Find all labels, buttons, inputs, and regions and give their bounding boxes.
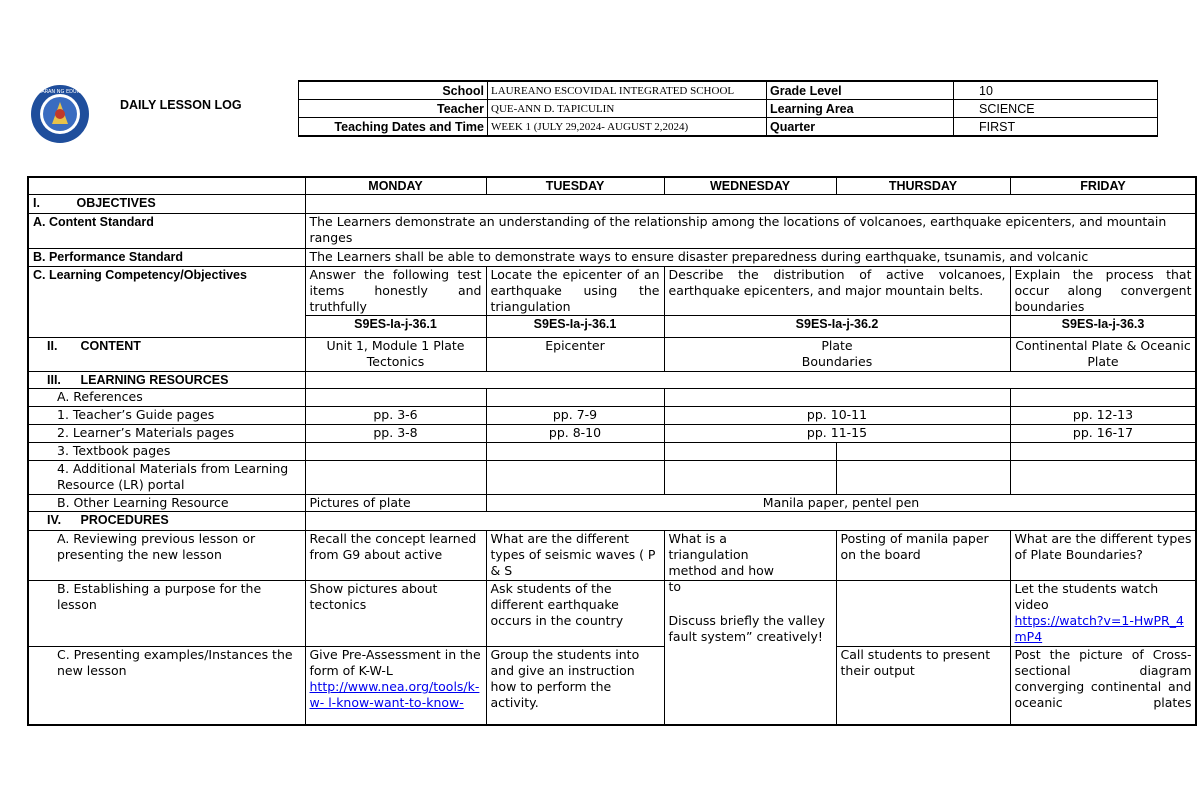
lesson-log-table bbox=[27, 176, 1197, 726]
competency-tuesday: Locate the epicenter of an earthquake using the triangulation bbox=[486, 267, 664, 316]
procedure-bc-wednesday: Discuss briefly the valley fault system” creatively! bbox=[668, 613, 825, 644]
procedure-a-tuesday: What are the different types of seismic waves ( P & S bbox=[490, 531, 656, 578]
code-monday: S9ES-Ia-j-36.1 bbox=[305, 316, 486, 338]
procedure-b-row bbox=[28, 581, 1196, 647]
procedure-c-row bbox=[28, 647, 1196, 725]
content-standard-text: The Learners demonstrate an understanding of the relationship among the locations of volcanoes, earthquake epicenters, and mountain ranges bbox=[305, 214, 1196, 249]
additional-materials-label: 4. Additional Materials from Learning Resource (LR) portal bbox=[28, 461, 305, 495]
teacher-value: QUE-ANN D. TAPICULIN bbox=[488, 100, 767, 118]
day-tuesday: TUESDAY bbox=[486, 177, 664, 195]
procedure-b-tuesday: Ask students of the different earthquake occurs in the country bbox=[486, 581, 664, 647]
procedure-b-friday: Let the students watch video bbox=[1014, 581, 1159, 612]
content-monday: Unit 1, Module 1 Plate Tectonics bbox=[305, 338, 486, 372]
header-row-teacher bbox=[299, 100, 1158, 118]
procedure-a-friday: What are the different types of Plate Boundaries? bbox=[1014, 531, 1192, 562]
textbook-row bbox=[28, 443, 1196, 461]
learners-materials-row bbox=[28, 425, 1196, 443]
kwl-link[interactable]: http://www.nea.org/tools/k-w- l-know-want-to-know- bbox=[309, 679, 480, 710]
content-standard-row bbox=[28, 214, 1196, 249]
day-friday: FRIDAY bbox=[1010, 177, 1196, 195]
lm-friday: pp. 16-17 bbox=[1010, 425, 1196, 443]
school-label: School bbox=[299, 81, 488, 100]
procedures-num: IV. bbox=[47, 513, 62, 527]
references-label: A. References bbox=[28, 389, 305, 407]
content-num: II. bbox=[47, 339, 58, 353]
competency-friday: Explain the process that occur along convergent boundaries bbox=[1010, 267, 1196, 316]
quarter-value: FIRST bbox=[954, 118, 1158, 137]
teachers-guide-label: 1. Teacher’s Guide pages bbox=[28, 407, 305, 425]
resources-heading-row bbox=[28, 372, 1196, 389]
teacher-label: Teacher bbox=[299, 100, 488, 118]
day-wednesday: WEDNESDAY bbox=[664, 177, 836, 195]
procedure-a-monday: Recall the concept learned from G9 about active bbox=[309, 531, 477, 562]
procedures-heading: PROCEDURES bbox=[80, 513, 169, 527]
procedure-a-row bbox=[28, 531, 1196, 581]
quarter-label: Quarter bbox=[767, 118, 954, 137]
seal-text: KAGAWARAN NG EDUKASYON bbox=[23, 89, 97, 95]
references-row bbox=[28, 389, 1196, 407]
teaching-dates-label: Teaching Dates and Time bbox=[299, 118, 488, 137]
procedure-b-monday: Show pictures about tectonics bbox=[305, 581, 486, 647]
competency-monday: Answer the following test items honestly and truthfully bbox=[305, 267, 486, 316]
code-tuesday: S9ES-Ia-j-36.1 bbox=[486, 316, 664, 338]
objectives-heading: OBJECTIVES bbox=[76, 196, 156, 210]
content-friday: Continental Plate & Oceanic Plate bbox=[1010, 338, 1196, 372]
procedure-b-thursday bbox=[836, 581, 1010, 647]
school-value: LAUREANO ESCOVIDAL INTEGRATED SCHOOL bbox=[488, 81, 767, 100]
content-heading: CONTENT bbox=[80, 339, 141, 353]
day-monday: MONDAY bbox=[305, 177, 486, 195]
procedure-c-friday: Post the picture of Cross-sectional diagram converging continental and oceanic plates bbox=[1010, 647, 1196, 725]
procedure-c-thursday: Call students to present their output bbox=[836, 647, 1010, 725]
resources-num: III. bbox=[47, 373, 61, 387]
content-tuesday: Epicenter bbox=[486, 338, 664, 372]
performance-standard-label: B. Performance Standard bbox=[28, 249, 305, 267]
learners-materials-label: 2. Learner’s Materials pages bbox=[28, 425, 305, 443]
grade-level-label: Grade Level bbox=[767, 81, 954, 100]
grade-level-value: 10 bbox=[954, 81, 1158, 100]
objectives-heading-row bbox=[28, 195, 1196, 214]
tg-wed-thu: pp. 10-11 bbox=[664, 407, 1010, 425]
header-row-dates bbox=[299, 118, 1158, 137]
other-resource-mid: Manila paper, pentel pen bbox=[486, 495, 1196, 512]
header-info-table bbox=[298, 80, 1158, 137]
performance-standard-text: The Learners shall be able to demonstrate ways to ensure disaster preparedness during earthquake, tsunamis, and volcanic bbox=[305, 249, 1196, 267]
competency-row bbox=[28, 267, 1196, 316]
tg-monday: pp. 3-6 bbox=[305, 407, 486, 425]
lm-wed-thu: pp. 11-15 bbox=[664, 425, 1010, 443]
code-wed-thu: S9ES-Ia-j-36.2 bbox=[664, 316, 1010, 338]
procedures-heading-row bbox=[28, 512, 1196, 531]
days-header-row bbox=[28, 177, 1196, 195]
procedure-c-tuesday: Group the students into and give an instruction how to perform the activity. bbox=[486, 647, 664, 725]
tg-tuesday: pp. 7-9 bbox=[486, 407, 664, 425]
day-thursday: THURSDAY bbox=[836, 177, 1010, 195]
procedure-c-label: C. Presenting examples/Instances the new lesson bbox=[28, 647, 305, 725]
procedure-a-wednesday: What is a triangulation method and how to bbox=[668, 531, 775, 594]
content-standard-label: A. Content Standard bbox=[28, 214, 305, 249]
lm-monday: pp. 3-8 bbox=[305, 425, 486, 443]
tg-friday: pp. 12-13 bbox=[1010, 407, 1196, 425]
content-row bbox=[28, 338, 1196, 372]
lm-tuesday: pp. 8-10 bbox=[486, 425, 664, 443]
procedure-c-monday: Give Pre-Assessment in the form of K-W-L bbox=[309, 647, 481, 678]
code-friday: S9ES-Ia-j-36.3 bbox=[1010, 316, 1196, 338]
content-wed-thu: Plate Boundaries bbox=[801, 338, 873, 369]
learning-area-value: SCIENCE bbox=[954, 100, 1158, 118]
resources-heading: LEARNING RESOURCES bbox=[80, 373, 229, 387]
teachers-guide-row bbox=[28, 407, 1196, 425]
performance-standard-row bbox=[28, 249, 1196, 267]
textbook-label: 3. Textbook pages bbox=[28, 443, 305, 461]
competency-wed-thu: Describe the distribution of active volcanoes, earthquake epicenters, and major mountain belts. bbox=[664, 267, 1010, 316]
other-resource-monday: Pictures of plate bbox=[305, 495, 486, 512]
other-resource-row bbox=[28, 495, 1196, 512]
learning-area-label: Learning Area bbox=[767, 100, 954, 118]
teaching-dates-value: WEEK 1 (JULY 29,2024- AUGUST 2,2024) bbox=[488, 118, 767, 137]
header-row-school bbox=[299, 81, 1158, 100]
additional-materials-row bbox=[28, 461, 1196, 495]
competency-label: C. Learning Competency/Objectives bbox=[28, 267, 305, 338]
deped-seal-icon bbox=[23, 84, 97, 144]
document-title: DAILY LESSON LOG bbox=[120, 98, 242, 112]
friday-video-link[interactable]: https://watch?v=1-HwPR_4mP4 bbox=[1014, 613, 1184, 644]
procedure-a-thursday: Posting of manila paper on the board bbox=[840, 531, 989, 562]
procedure-b-label: B. Establishing a purpose for the lesson bbox=[28, 581, 305, 647]
other-resource-label: B. Other Learning Resource bbox=[28, 495, 305, 512]
objectives-num: I. bbox=[33, 196, 40, 210]
procedure-a-label: A. Reviewing previous lesson or presenting the new lesson bbox=[28, 531, 305, 581]
